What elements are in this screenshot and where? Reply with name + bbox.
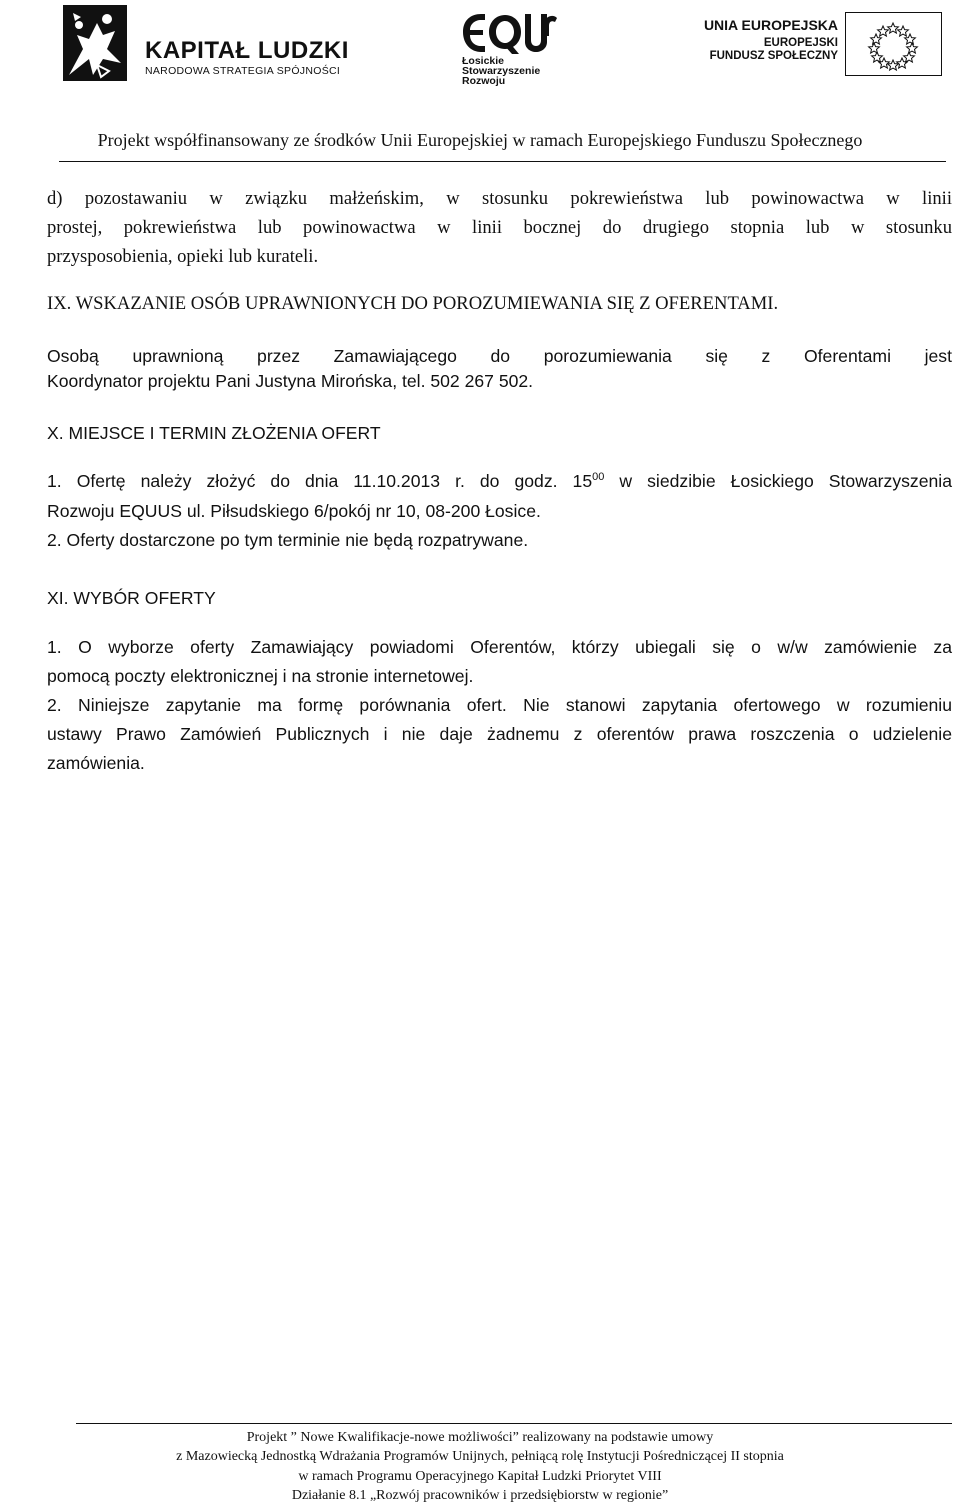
item-d-line3: przysposobienia, opieki lub kurateli. [47,246,319,267]
footer-divider [76,1423,952,1424]
section-xi-item1-line2: pomocą poczty elektronicznej i na stronie internetowej. [47,666,474,686]
eu-flag-icon [845,12,942,76]
section-xi-item2-line2: ustawy Prawo Zamówień Publicznych i nie daje żadnemu z oferentów prawa roszczenia o udzielenie [47,724,952,744]
footer-line1: Projekt ” Nowe Kwalifikacje-nowe możliwości” realizowany na podstawie umowy [246,1430,714,1445]
item-d-line2: prostej, pokrewieństwa lub powinowactwa w linii bocznej do drugiego stopnia lub w stosunku [47,217,952,238]
section-ix-paragraph-line1: Osobą uprawnioną przez Zamawiającego do porozumiewania się z Oferentami jest [47,346,952,366]
section-x-item1-hour-minutes: 00 [592,471,605,483]
section-ix-heading: IX. WSKAZANIE OSÓB UPRAWNIONYCH DO POROZUMIEWANIA SIĘ Z OFERENTAMI. [47,293,779,314]
footer-line2: z Mazowiecką Jednostką Wdrażania Programów Unijnych, pełniącą rolę Instytucji Pośredniczącej II stopnia [176,1449,784,1465]
footer-text [0,1428,960,1506]
eu-logo-line2: EUROPEJSKI [763,37,838,49]
header-divider [59,161,946,162]
section-xi-item2-line3: zamówienia. [47,753,145,773]
kapital-ludzki-title: KAPITAŁ LUDZKI [145,37,349,64]
eu-logo [703,12,942,77]
equus-logo [459,12,559,87]
section-x-heading: X. MIEJSCE I TERMIN ZŁOŻENIA OFERT [47,423,381,443]
kapital-ludzki-logo [63,5,363,85]
equus-text-line1: Łosickie [462,55,505,67]
kapital-ludzki-emblem-icon [63,5,127,81]
section-xi-heading: XI. WYBÓR OFERTY [47,588,216,608]
section-ix-paragraph-line2: Koordynator projektu Pani Justyna Mirońska, tel. 502 267 502. [47,371,534,391]
cofinancing-caption: Projekt współfinansowany ze środków Unii Europejskiej w ramach Europejskiego Funduszu Społecznego [97,130,863,150]
item-d-line1: d) pozostawaniu w związku małżeńskim, w stosunku pokrewieństwa lub powinowactwa w linii [47,188,952,209]
section-x-item1-line2: Rozwoju EQUUS ul. Piłsudskiego 6/pokój nr 10, 08-200 Łosice. [47,501,541,521]
footer-line4: Działanie 8.1 „Rozwój pracowników i przedsiębiorstw w regionie” [291,1488,669,1504]
section-x-item1-line1 [47,467,952,496]
eu-logo-line1: UNIA EUROPEJSKA [703,17,838,33]
footer-line3: w ramach Programu Operacyjnego Kapitał Ludzki Priorytet VIII [298,1468,662,1484]
section-xi-item1-line1: 1. O wyborze oferty Zamawiający powiadomi Oferentów, którzy ubiegali się o w/w zamówienie za [47,637,952,657]
equus-text-line2: Stowarzyszenie [462,65,541,77]
section-x-item1-before: 1. Ofertę należy złożyć do dnia 11.10.2013 r. do godz. 15 [47,471,593,491]
equus-text-line3: Rozwoju [462,75,506,87]
section-xi-item2-line1: 2. Niniejsze zapytanie ma formę porównania ofert. Nie stanowi zapytania ofertowego w rozumieniu [47,695,952,715]
equus-horse-icon [459,12,559,59]
section-xi-item2-block [47,691,952,749]
eu-logo-line3: FUNDUSZ SPOŁECZNY [709,50,838,62]
item-d-paragraph [47,184,952,242]
section-x-item2: 2. Oferty dostarczone po tym terminie nie będą rozpatrywane. [47,530,529,550]
section-x-item1-after: w siedzibie Łosickiego Stowarzyszenia [604,471,952,491]
kapital-ludzki-subtitle: NARODOWA STRATEGIA SPÓJNOŚCI [145,65,341,77]
